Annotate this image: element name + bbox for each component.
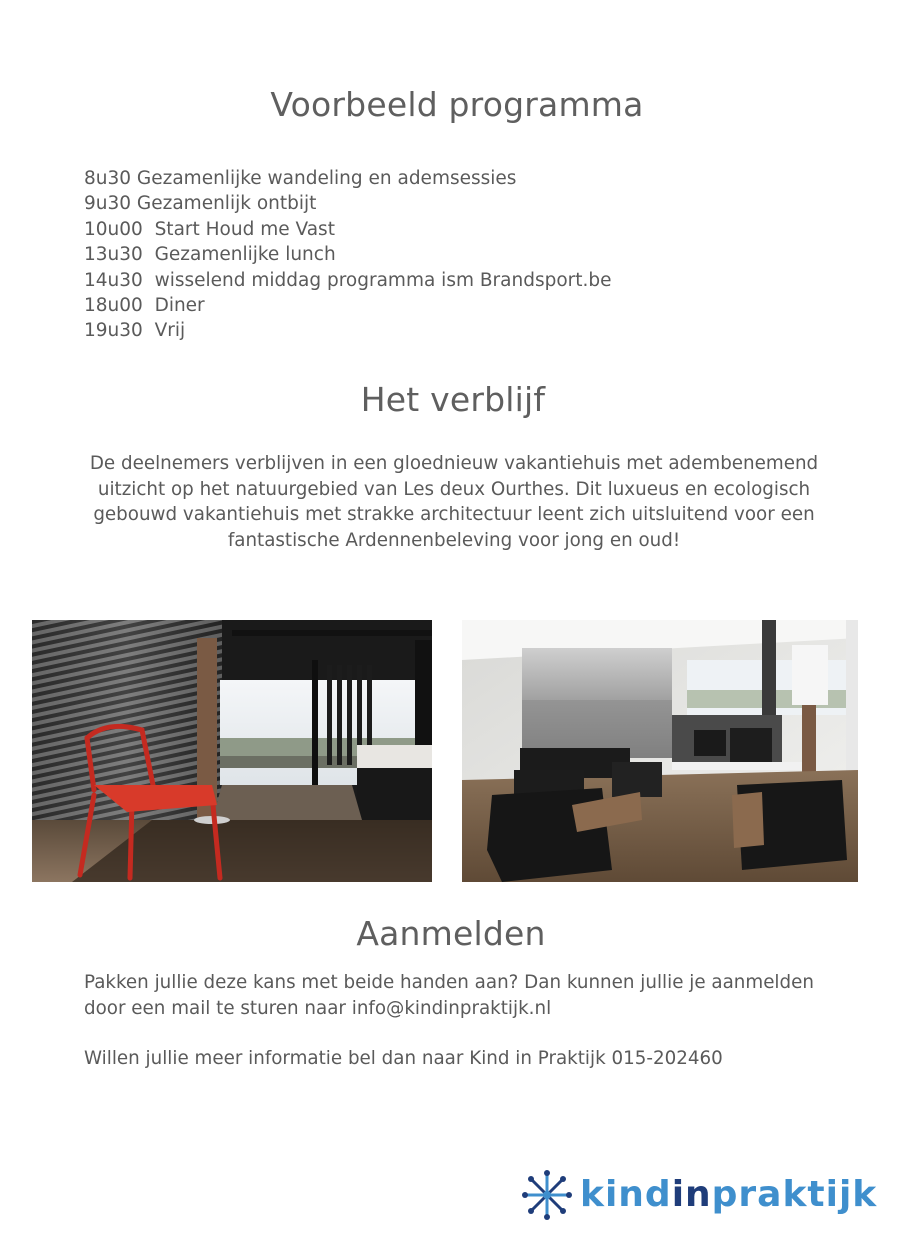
program-title: Voorbeeld programma — [270, 85, 644, 124]
signup-info: Willen jullie meer informatie bel dan naar Kind in Praktijk 015-202460 — [84, 1048, 723, 1069]
lounge-photo-image — [462, 620, 858, 882]
signup-line: door een mail te sturen naar info@kindinpraktijk.nl — [84, 997, 552, 1019]
program-item: 10u00 Start Houd me Vast — [84, 218, 335, 240]
program-item: 9u30 Gezamenlijk ontbijt — [84, 193, 317, 215]
stay-description-line: De deelnemers verblijven in een gloednieuw vakantiehuis met adembenemend — [89, 453, 819, 474]
logo-text-kind: kind — [580, 1174, 672, 1215]
stay-description — [48, 451, 860, 553]
signup-paragraph — [84, 970, 864, 1021]
starburst-icon — [520, 1168, 574, 1222]
stay-title: Het verblijf — [360, 380, 546, 419]
program-item: 14u30 wisselend middag programma ism Brandsport.be — [84, 269, 612, 291]
bedroom-photo — [32, 620, 432, 882]
logo-text-praktijk: praktijk — [711, 1174, 878, 1215]
stay-description-line: uitzicht op het natuurgebied van Les deux Ourthes. Dit luxueus en ecologisch — [97, 478, 811, 500]
signup-line: Pakken jullie deze kans met beide handen aan? Dan kunnen jullie je aanmelden — [84, 972, 814, 993]
kindinpraktijk-logo — [520, 1168, 878, 1222]
stay-description-line: gebouwd vakantiehuis met strakke architectuur leent zich uitsluitend voor een — [93, 504, 815, 526]
bedroom-photo-image — [32, 620, 432, 882]
lounge-photo — [462, 620, 858, 882]
logo-text — [580, 1168, 877, 1222]
logo-text-in: in — [671, 1174, 712, 1215]
program-item: 19u30 Vrij — [84, 320, 186, 342]
stay-description-line: fantastische Ardennenbeleving voor jong en oud! — [227, 529, 681, 551]
program-list — [84, 166, 612, 344]
signup-title: Aanmelden — [356, 914, 546, 953]
program-item: 8u30 Gezamenlijke wandeling en ademsessies — [84, 168, 517, 189]
program-item: 13u30 Gezamenlijke lunch — [84, 244, 336, 266]
program-item: 18u00 Diner — [84, 295, 205, 317]
